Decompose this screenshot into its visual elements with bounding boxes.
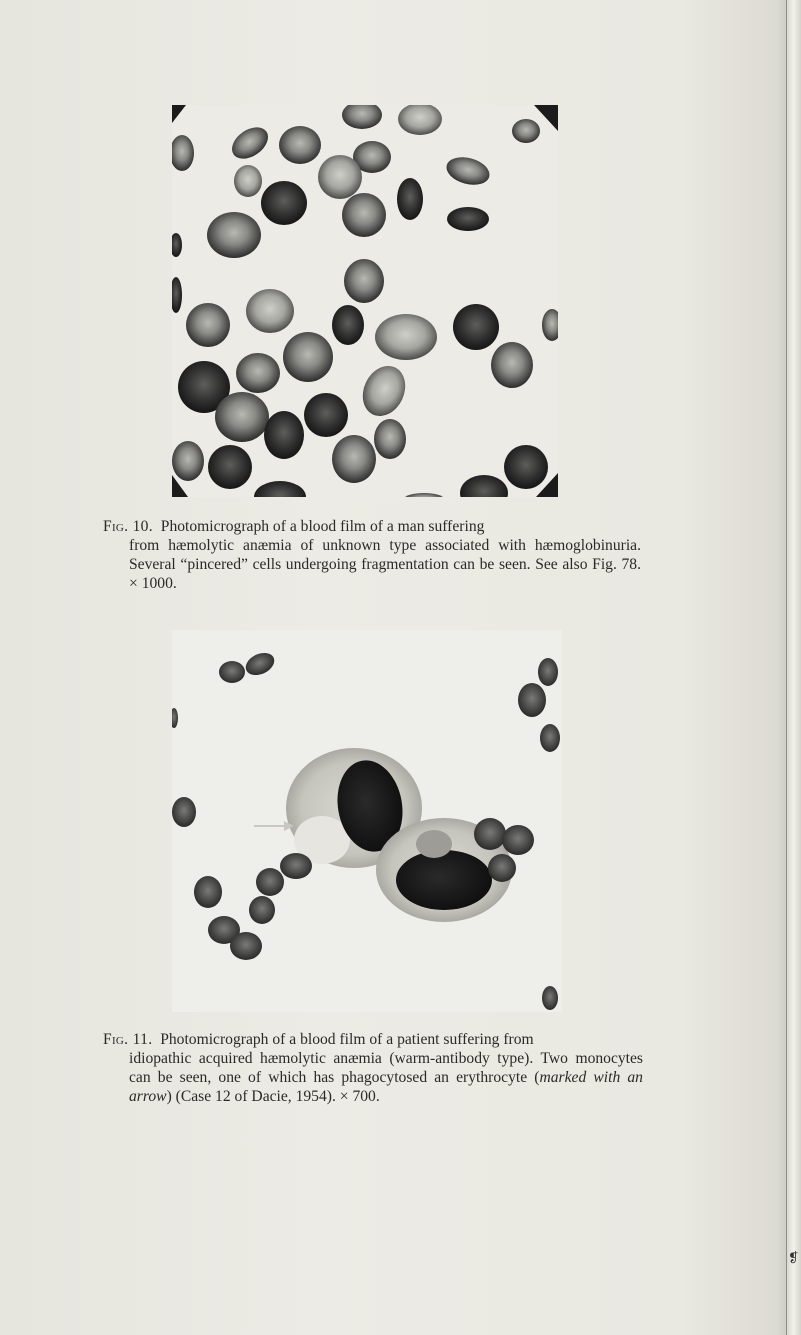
figure-10-label: Fig. 10. — [103, 518, 153, 535]
figure-10-caption — [103, 517, 641, 593]
figure-11-caption-part-b: ) (Case 12 of Dacie, 1954). × 700. — [166, 1088, 380, 1105]
page-gutter — [786, 0, 801, 1335]
figure-10-photomicrograph — [172, 105, 558, 497]
figure-10-svg — [172, 105, 558, 497]
figure-11-caption — [103, 1030, 643, 1106]
figure-10-caption-text: from hæmolytic anæmia of unknown type associated with hæmoglobinuria. Several “pincered” cells undergoing fragmentation can be seen. See also Fig. 78. × 1000. — [129, 537, 641, 592]
figure-11-caption-part-a: idiopathic acquired hæmolytic anæmia (warm-antibody type). Two monocytes can be seen, one of which has phagocytosed an erythrocyte ( — [129, 1050, 643, 1086]
gutter-mark: ❡ — [788, 1250, 799, 1265]
figure-11-svg — [172, 630, 562, 1012]
figure-11-photomicrograph — [172, 630, 562, 1012]
figure-10-caption-line1: Photomicrograph of a blood film of a man suffering — [160, 518, 485, 535]
figure-11-caption-line1: Photomicrograph of a blood film of a patient suffering from — [160, 1031, 534, 1048]
figure-11-caption-italic: marked with an arrow — [129, 1069, 643, 1105]
figure-11-caption-text — [103, 1049, 643, 1106]
figure-11-label: Fig. 11. — [103, 1031, 153, 1048]
